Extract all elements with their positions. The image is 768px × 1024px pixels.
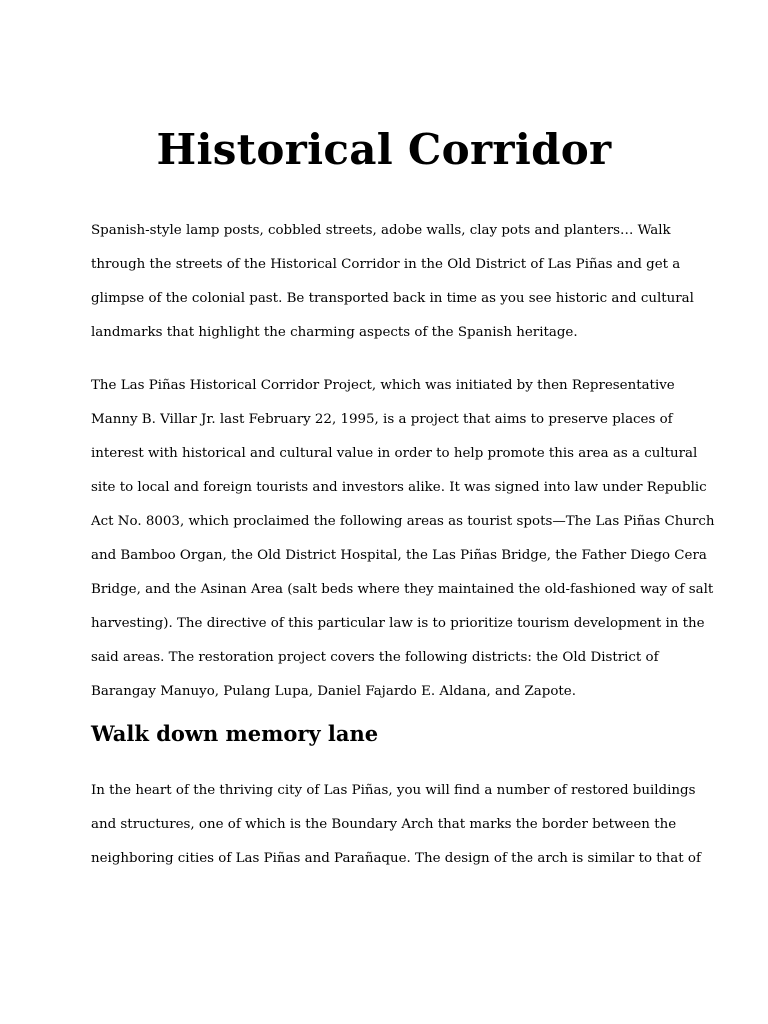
- project-paragraph: [91, 369, 715, 709]
- text-line: Act No. 8003, which proclaimed the following areas as tourist spots—The Las Piñas Church: [91, 514, 715, 529]
- text-line: In the heart of the thriving city of Las Piñas, you will find a number of restored buildings: [91, 783, 696, 798]
- text-line: through the streets of the Historical Corridor in the Old District of Las Piñas and get a: [91, 257, 681, 272]
- text-line: Barangay Manuyo, Pulang Lupa, Daniel Fajardo E. Aldana, and Zapote.: [91, 684, 576, 699]
- text-line: said areas. The restoration project covers the following districts: the Old District of: [91, 650, 659, 665]
- text-line: and Bamboo Organ, the Old District Hospital, the Las Piñas Bridge, the Father Diego Cera: [91, 548, 707, 563]
- intro-paragraph: [91, 214, 694, 350]
- text-line: landmarks that highlight the charming aspects of the Spanish heritage.: [91, 325, 578, 340]
- text-line: glimpse of the colonial past. Be transported back in time as you see historic and cultural: [91, 291, 694, 306]
- text-line: Manny B. Villar Jr. last February 22, 1995, is a project that aims to preserve places of: [91, 412, 673, 427]
- text-line: Spanish-style lamp posts, cobbled streets, adobe walls, clay pots and planters… Walk: [91, 223, 671, 238]
- text-line: The Las Piñas Historical Corridor Project, which was initiated by then Representative: [91, 378, 675, 393]
- text-line: harvesting). The directive of this particular law is to prioritize tourism development in the: [91, 616, 705, 631]
- text-line: neighboring cities of Las Piñas and Parañaque. The design of the arch is similar to that of: [91, 851, 701, 866]
- text-line: Bridge, and the Asinan Area (salt beds where they maintained the old-fashioned way of salt: [91, 582, 714, 597]
- text-line: and structures, one of which is the Boundary Arch that marks the border between the: [91, 817, 677, 832]
- page-title: Historical Corridor: [156, 125, 612, 174]
- text-line: site to local and foreign tourists and investors alike. It was signed into law under Republic: [91, 480, 707, 495]
- text-line: interest with historical and cultural value in order to help promote this area as a cultural: [91, 446, 698, 461]
- section-paragraph: [91, 774, 701, 876]
- section-heading: Walk down memory lane: [91, 721, 379, 746]
